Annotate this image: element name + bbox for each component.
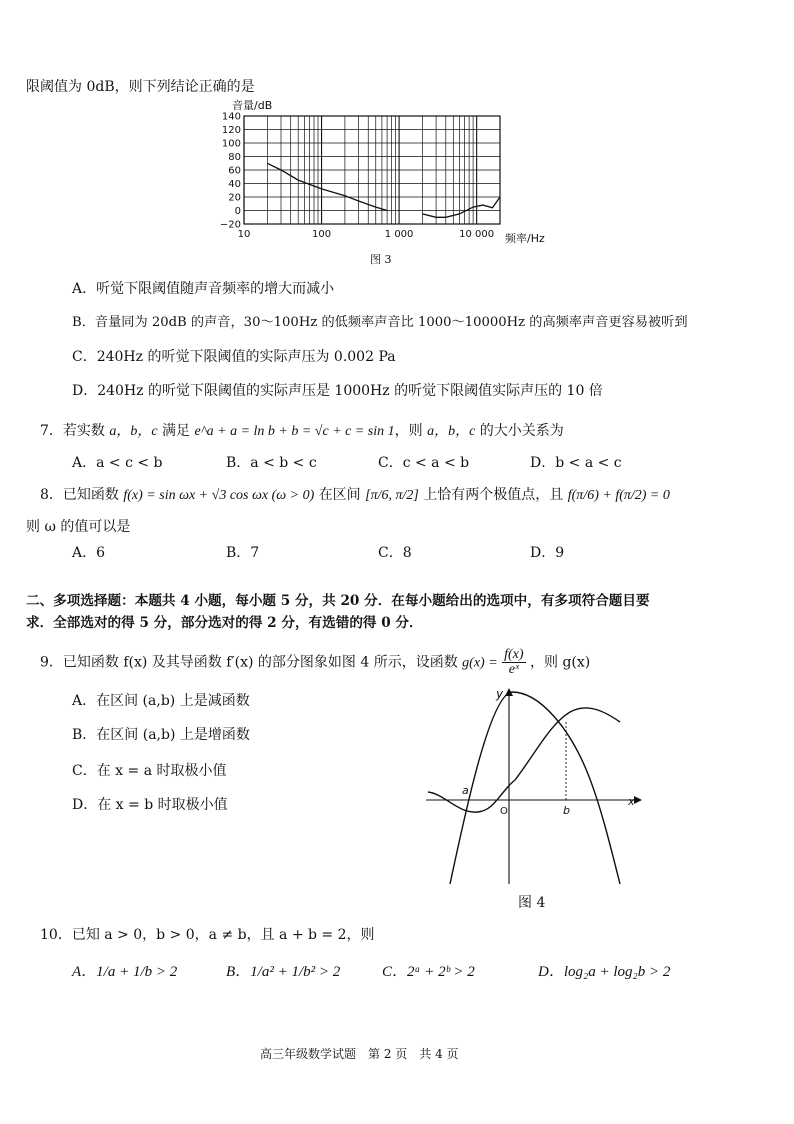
q8-option-d: D．9 [530, 545, 565, 561]
fig3-y-tick-label: 140 [221, 111, 241, 123]
q8-stem-c: 上恰有两个极值点，且 [423, 487, 564, 503]
fig3-series-line-1 [267, 163, 387, 210]
q10-option-a: A．1/a + 1/b > 2 [72, 964, 178, 980]
fig3-caption: 图 3 [370, 253, 392, 266]
q9-option-d: D．在 x = b 时取极小值 [72, 797, 228, 813]
fig4-x-arrow [634, 796, 642, 804]
q8-condition: f(π/6) + f(π/2) = 0 [567, 488, 670, 503]
q9-stem-b: ，则 g(x) [530, 654, 591, 671]
q7-stem-d: 的大小关系为 [479, 423, 564, 439]
fig3-y-tick-label: 120 [221, 125, 241, 136]
fig3-y-tick-label: 100 [221, 138, 241, 150]
page-footer: 高三年级数学试题 第 2 页 共 4 页 [260, 1047, 459, 1061]
q9-frac-den: eˣ [508, 662, 519, 677]
q7-vars: a，b，c [109, 424, 158, 439]
q10-option-c: C．2ᵃ + 2ᵇ > 2 [382, 964, 475, 980]
fig4-derivative-curve [450, 692, 620, 884]
q7-stem-b: 满足 [162, 423, 191, 439]
q7-option-c: C．c < a < b [378, 455, 470, 471]
q8-option-b: B．7 [226, 545, 260, 561]
fig3-y-ticks [220, 112, 241, 231]
q10-option-b: B．1/a² + 1/b² > 2 [226, 964, 341, 980]
q9-gx: g(x) = [462, 655, 498, 671]
fig4-origin-label: O [500, 806, 508, 817]
q8-stem [40, 488, 670, 503]
fig3-y-tick-label: 20 [228, 192, 241, 204]
fig3-series [267, 163, 500, 217]
fig3-y-tick-label: −20 [219, 219, 241, 231]
q9-option-b: B．在区间 (a,b) 上是增函数 [72, 727, 250, 743]
fig4-caption: 图 4 [518, 895, 546, 911]
q6-option-d: D．240Hz 的听觉下限阈值的实际声压是 1000Hz 的听觉下限阈值实际声压的 10 倍 [72, 383, 603, 399]
fig4-b-label: b [563, 804, 570, 817]
q9-frac-num: f(x) [504, 647, 524, 662]
figure-4-graph [420, 684, 650, 889]
fig3-y-tick-label: 80 [228, 152, 241, 163]
q8-option-a: A．6 [72, 545, 106, 561]
fig3-y-tick-label: 40 [228, 179, 241, 190]
fig3-x-ticks [238, 229, 495, 240]
q7-option-b: B．a < b < c [226, 455, 317, 471]
q7-equation: e^a + a = ln b + b = √c + c = sin 1 [194, 424, 395, 439]
q9-option-a: A．在区间 (a,b) 上是减函数 [72, 693, 250, 709]
section2-line1: 二、多项选择题：本题共 4 小题，每小题 5 分，共 20 分．在每小题给出的选项中，有多项符合题目要 [26, 593, 650, 609]
q9-option-c: C．在 x = a 时取极小值 [72, 763, 227, 779]
q7-stem-c: ，则 [394, 423, 423, 439]
q6-option-a: A．听觉下限阈值随声音频率的增大而减小 [72, 281, 335, 297]
q9-stem-a: 9．已知函数 f(x) 及其导函数 f′(x) 的部分图象如图 4 所示，设函数 [40, 654, 458, 671]
q6-option-c: C．240Hz 的听觉下限阈值的实际声压为 0.002 Pa [72, 349, 396, 365]
q8-stem-b: 在区间 [318, 487, 361, 503]
q10-option-d: D．log₂a + log₂b > 2 [538, 964, 671, 980]
fig3-xlabel: 频率/Hz [505, 232, 545, 245]
fig3-x-tick-label: 10 000 [459, 229, 495, 240]
fig3-x-tick-label: 10 [237, 229, 251, 240]
fig3-ylabel: 音量/dB [232, 99, 273, 112]
q6-option-b: B．音量同为 20dB 的声音，30～100Hz 的低频率声音比 1000～10000Hz 的高频率声音更容易被听到 [72, 315, 688, 330]
q9-stem [40, 648, 590, 677]
fig4-y-label: y [496, 687, 504, 701]
q7-option-d: D．b < a < c [530, 455, 622, 471]
q8-interval: [π/6, π/2] [365, 488, 419, 503]
q8-stem-a: 8．已知函数 [40, 487, 119, 503]
fig3-y-tick-label: 0 [234, 206, 241, 217]
fig4-function-curve [428, 708, 620, 812]
q8-func: f(x) = sin ωx + √3 cos ωx (ω > 0) [123, 488, 315, 503]
fig4-x-label: x [628, 795, 635, 808]
q9-fraction [502, 648, 525, 677]
q8-option-c: C．8 [378, 545, 412, 561]
q7-option-a: A．a < c < b [72, 455, 163, 471]
section2-line2: 求．全部选对的得 5 分，部分选对的得 2 分，有选错的得 0 分． [26, 615, 423, 631]
fig4-a-label: a [462, 784, 469, 797]
q8-line2: 则 ω 的值可以是 [26, 519, 131, 535]
q7-stem [40, 424, 564, 439]
q7-stem-a: 7．若实数 [40, 423, 105, 439]
figure-3-chart [210, 96, 560, 246]
fig3-series-line-2 [422, 197, 500, 217]
fig3-grid [244, 116, 500, 224]
fig3-y-tick-label: 60 [228, 165, 241, 177]
q10-stem: 10．已知 a > 0，b > 0，a ≠ b，且 a + b = 2，则 [40, 927, 375, 943]
q7-vars-2: a，b，c [427, 424, 476, 439]
fig3-x-tick-label: 1 000 [384, 229, 414, 240]
fig3-x-tick-label: 100 [312, 229, 332, 240]
intro-text: 限阈值为 0dB，则下列结论正确的是 [26, 79, 255, 95]
